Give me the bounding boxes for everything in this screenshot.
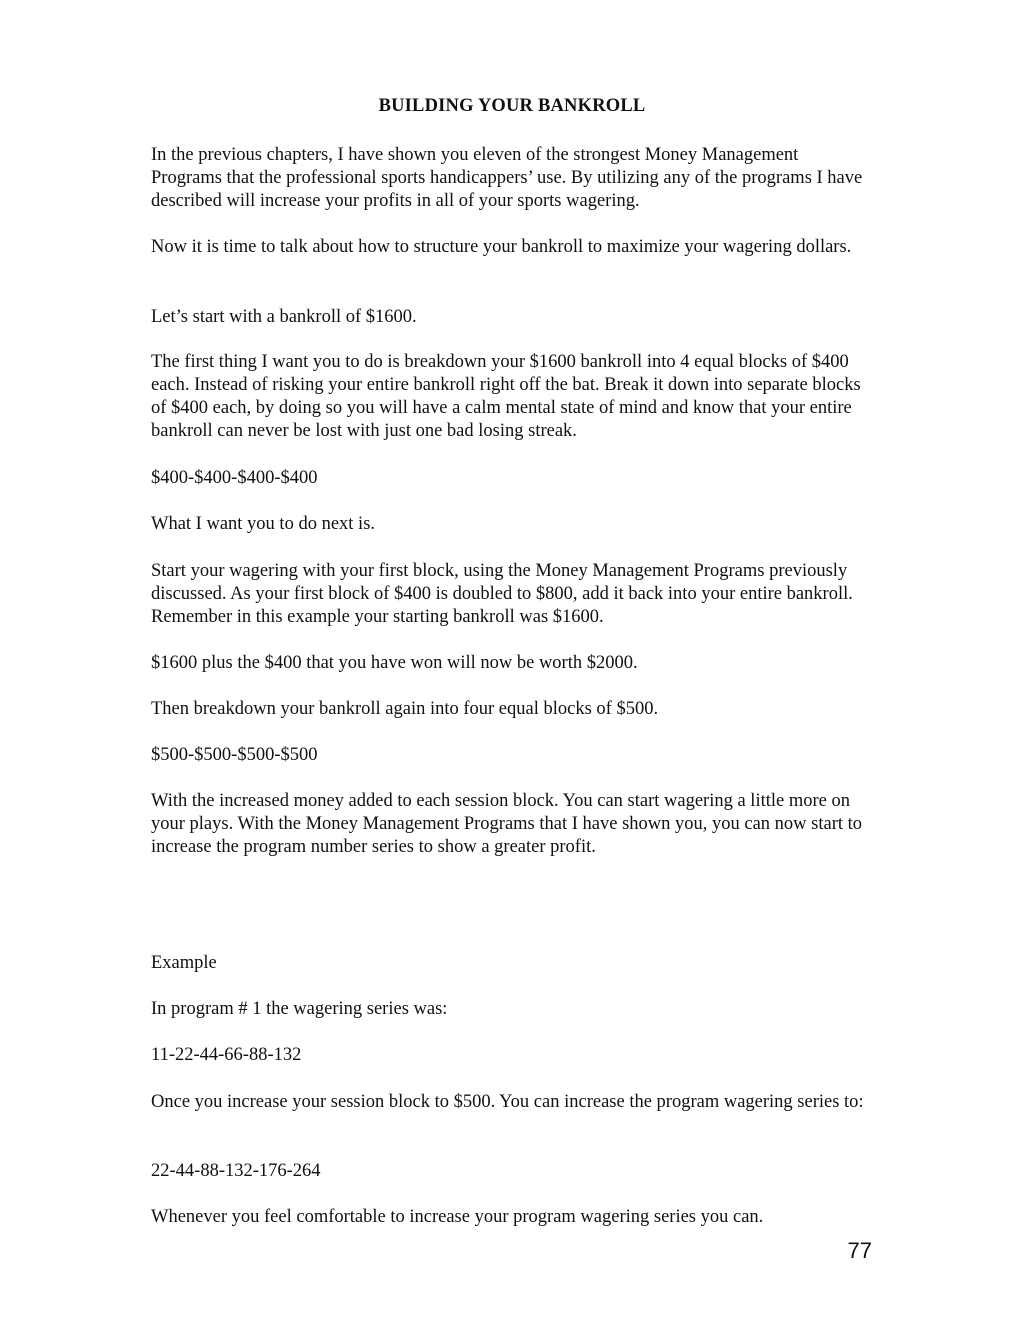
paragraph-start-bankroll: Let’s start with a bankroll of $1600. — [151, 307, 417, 327]
paragraph-start-wagering: Start your wagering with your first block, using the Money Management Programs previously discussed. As your first block of $400 is doubled to $800, add it back into your entire bankroll. Remember in this example your starting bankroll was $1600. — [151, 561, 853, 627]
paragraph-breakdown: The first thing I want you to do is breakdown your $1600 bankroll into 4 equal blocks of $400 each. Instead of risking your entire bankroll right off the bat. Break it down into separate blocks of $400 each, by doing so you will have a calm mental state of mind and know that your entire bankroll can never be lost with just one bad losing streak. — [151, 352, 861, 441]
paragraph-increase-session: Once you increase your session block to $500. You can increase the program wagering series to: — [151, 1092, 864, 1112]
paragraph-structure: Now it is time to talk about how to structure your bankroll to maximize your wagering dollars. — [151, 237, 852, 257]
paragraph-intro: In the previous chapters, I have shown you eleven of the strongest Money Management Programs that the professional sports handicappers’ use. By utilizing any of the programs I have described will increase your profits in all of your sports wagering. — [151, 145, 863, 211]
paragraph-breakdown-again: Then breakdown your bankroll again into four equal blocks of $500. — [151, 699, 659, 719]
paragraph-series-2: 22-44-88-132-176-264 — [151, 1161, 321, 1181]
paragraph-next: What I want you to do next is. — [151, 514, 376, 534]
paragraph-series-1: 11-22-44-66-88-132 — [151, 1045, 302, 1065]
paragraph-blocks-400: $400-$400-$400-$400 — [151, 468, 318, 488]
paragraph-example-label: Example — [151, 953, 217, 973]
paragraph-program-1: In program # 1 the wagering series was: — [151, 999, 448, 1019]
page-number: 77 — [847, 1238, 872, 1263]
paragraph-increased-money: With the increased money added to each session block. You can start wagering a little more on your plays. With the Money Management Programs that I have shown you, you can now start to increase the program number series to show a greater profit. — [151, 791, 863, 857]
paragraph-2000: $1600 plus the $400 that you have won will now be worth $2000. — [151, 653, 638, 673]
page-title: BUILDING YOUR BANKROLL — [378, 96, 646, 116]
paragraph-blocks-500: $500-$500-$500-$500 — [151, 745, 318, 765]
paragraph-comfortable: Whenever you feel comfortable to increase your program wagering series you can. — [151, 1207, 764, 1227]
